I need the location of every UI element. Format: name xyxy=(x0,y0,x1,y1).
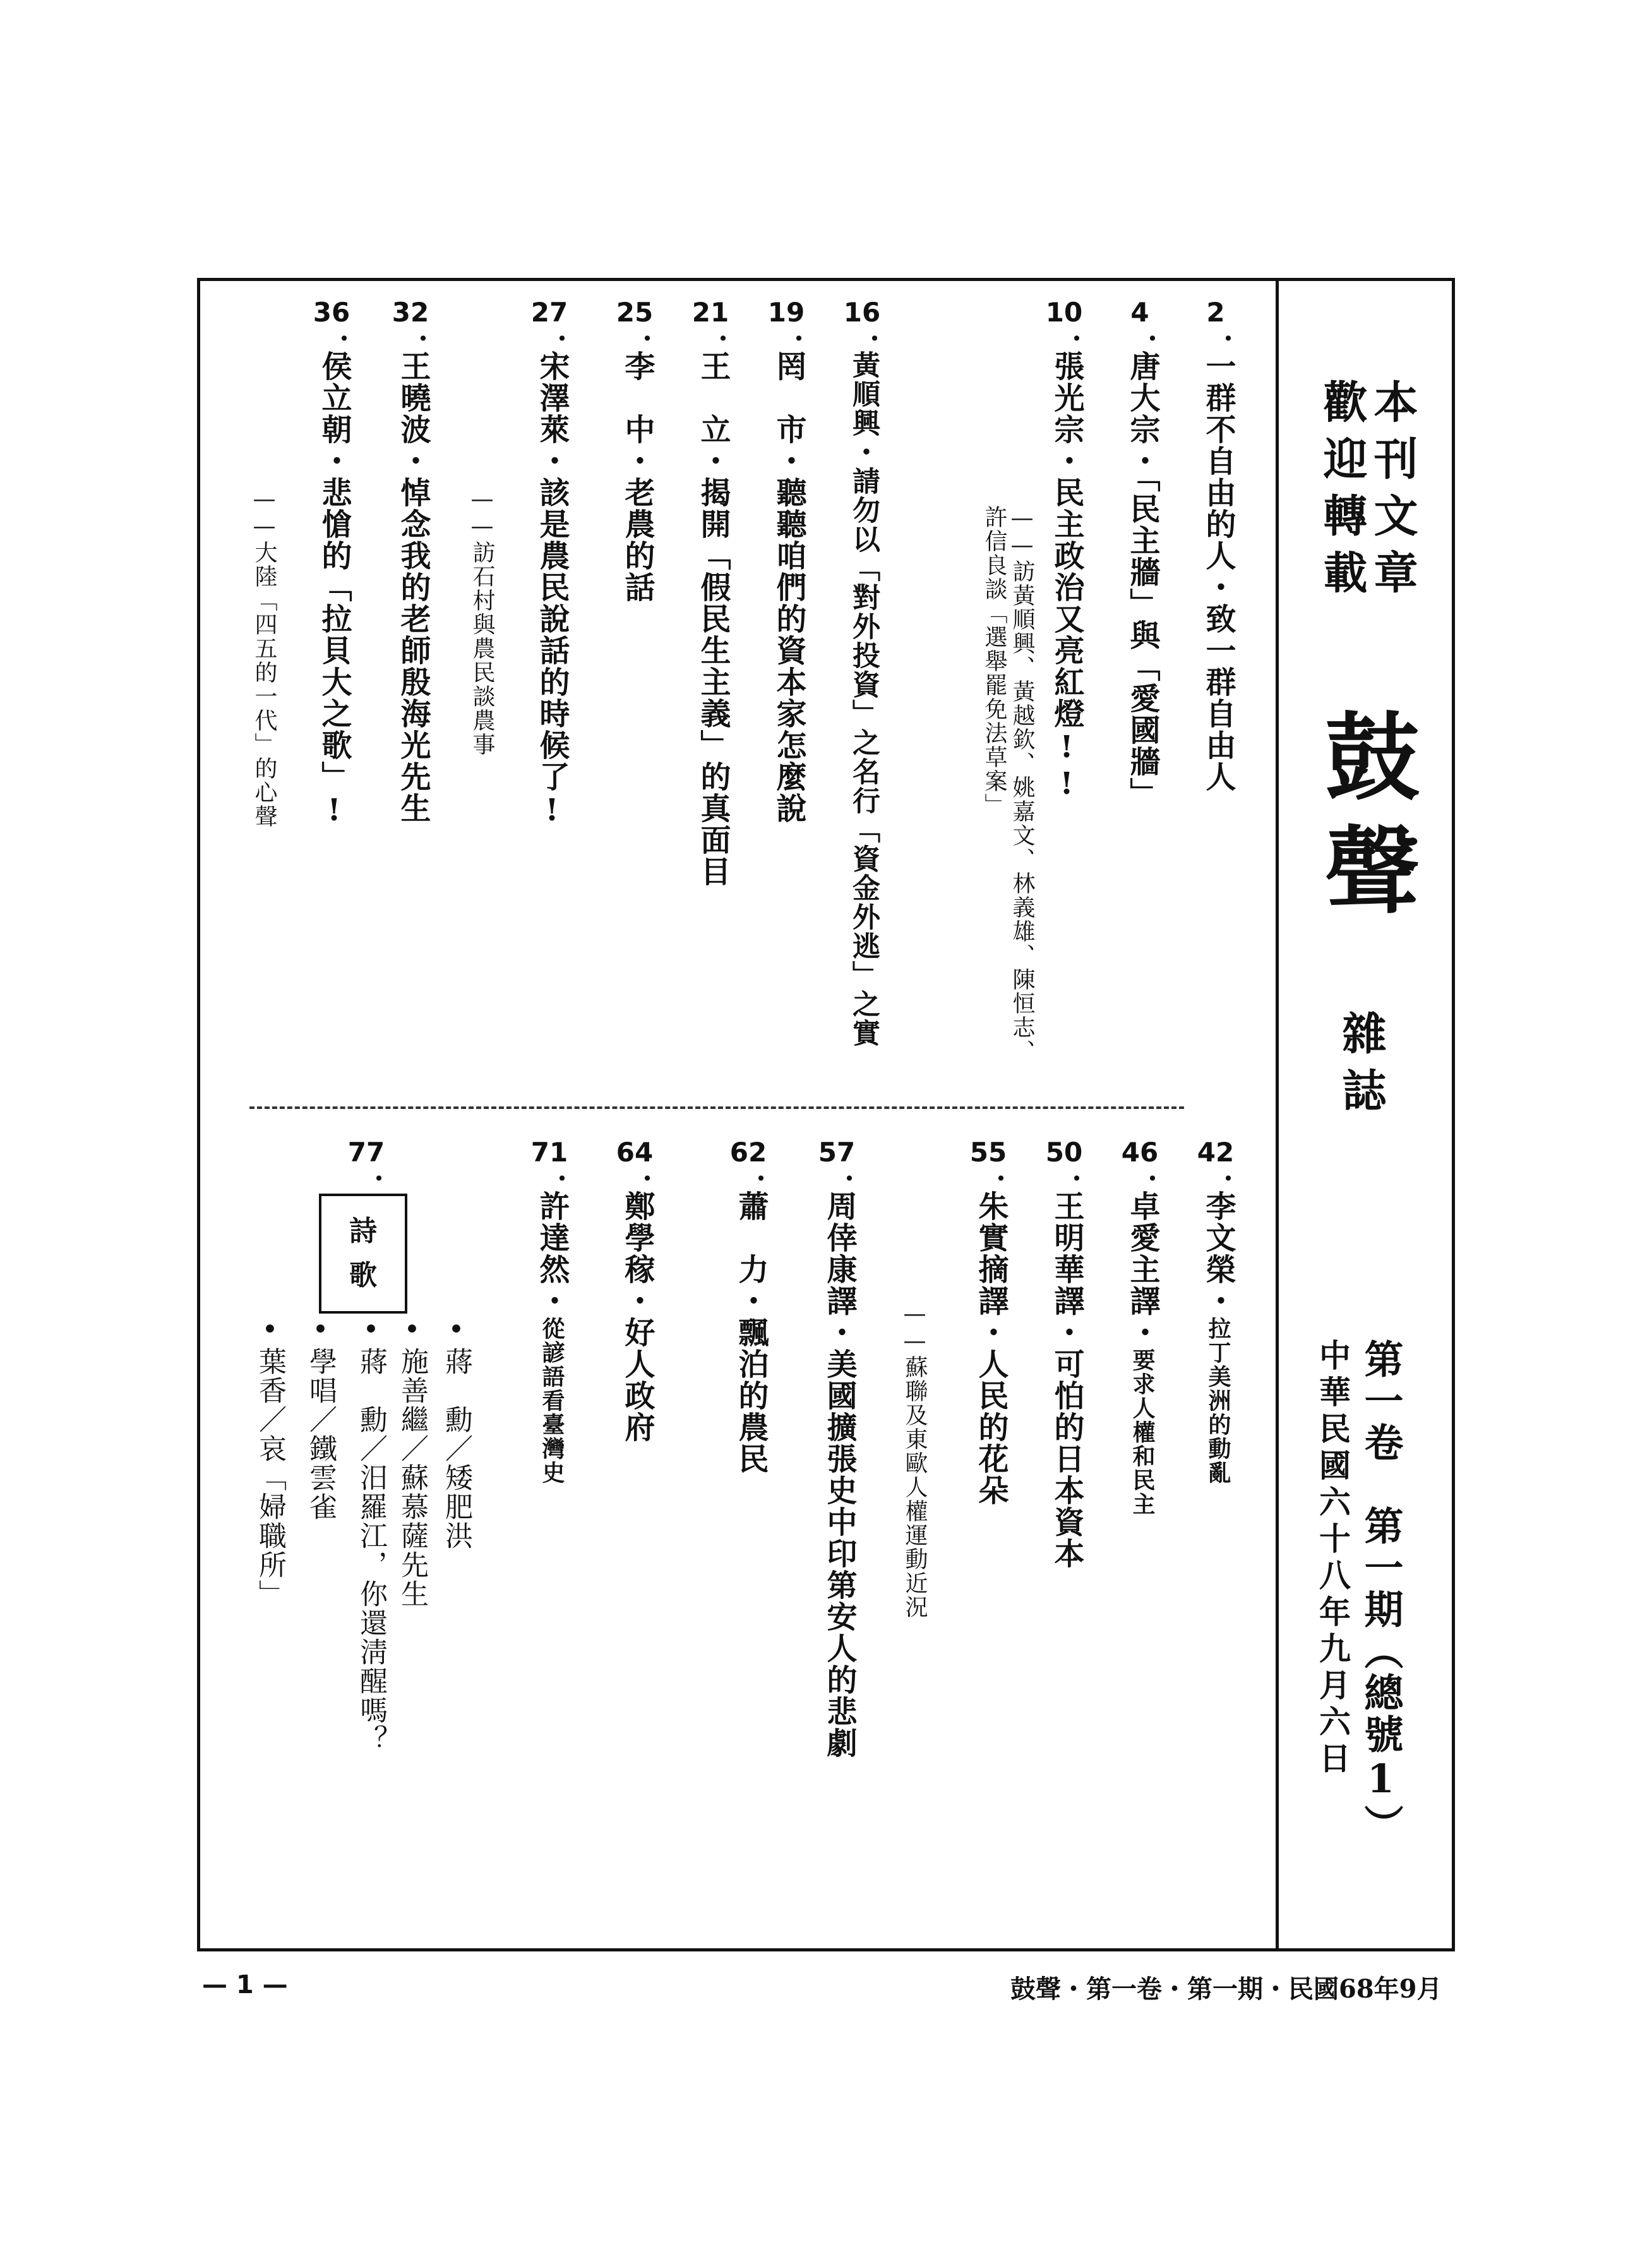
entry-note: ——訪石村與農民談農事 xyxy=(469,486,495,757)
entry-title: 該是農民說話的時候了! xyxy=(534,477,570,829)
poem-entry[interactable]: •葉香／哀「婦職所」 xyxy=(254,1314,286,1609)
entry-title: 致一群自由人 xyxy=(1200,603,1236,793)
toc-entry[interactable]: 4 • 唐大宗・「民主牆」與「愛國牆」 xyxy=(1127,297,1178,809)
entry-title: 「民主牆」與「愛國牆」 xyxy=(1125,477,1160,809)
entry-page: 10 xyxy=(1045,297,1083,328)
entry-author: 蕭 力 xyxy=(733,1190,769,1285)
entry-title: 揭開「假民生主義」的真面目 xyxy=(695,477,731,887)
toc-entry[interactable]: 27 • 宋澤萊・該是農民說話的時候了! xyxy=(537,297,587,829)
entry-author: 黃順興 xyxy=(847,351,880,438)
entry-title: 請勿以「對外投資」之名行「資金外逃」之實 xyxy=(847,467,880,1048)
entry-page: 46 xyxy=(1121,1137,1159,1168)
entry-title: 聽聽咱們的資本家怎麼說 xyxy=(771,477,806,824)
entry-page: 2 xyxy=(1206,297,1225,328)
entry-author: 王 立 xyxy=(695,351,731,445)
masthead-divider xyxy=(1276,278,1279,1951)
toc-entry[interactable]: 25 • 李 中・老農的話 xyxy=(622,297,673,603)
entry-author: 罔 市 xyxy=(771,351,806,445)
entry-author: 唐大宗 xyxy=(1125,351,1160,445)
entry-title: 悲愴的「拉貝大之歌」! xyxy=(316,477,352,829)
poetry-label-box xyxy=(319,1194,407,1314)
entry-note: ——訪黃順興、黃越欽、姚嘉文、林義雄、陳恒志、許信良談「選舉罷免法草案」 xyxy=(981,505,1035,1064)
entry-title: 可怕的日本資本 xyxy=(1049,1348,1084,1569)
entry-page: 71 xyxy=(530,1137,568,1168)
entry-author: 張光宗 xyxy=(1049,351,1084,445)
entry-page: 64 xyxy=(616,1137,654,1168)
toc-entry[interactable]: 19 • 罔 市・聽聽咱們的資本家怎麼說 xyxy=(774,297,824,824)
entry-page: 25 xyxy=(616,297,654,328)
masthead-welcome-1: 本刊文章 xyxy=(1367,379,1419,606)
entry-page: 50 xyxy=(1045,1137,1083,1168)
publication-footer: 鼓聲・第一卷・第一期・民國68年9月 xyxy=(1010,1974,1442,2004)
poem-entry[interactable]: •施善繼／蘇慕薩先生 xyxy=(396,1314,428,1609)
entry-note: ——大陸「四五的一代」的心聲 xyxy=(251,486,277,829)
poem-entry[interactable]: •學唱／鐵雲雀 xyxy=(304,1314,337,1521)
entry-author: 卓愛主譯 xyxy=(1125,1190,1160,1317)
toc-entry[interactable]: 71 • 許達然・從諺語看臺灣史 xyxy=(537,1137,587,1485)
toc-entry[interactable]: 21 • 王 立・揭開「假民生主義」的真面目 xyxy=(698,297,748,887)
entry-page: 4 xyxy=(1130,297,1149,328)
poem-entry[interactable]: •蔣 勳／矮肥洪 xyxy=(440,1314,472,1550)
entry-author: 一群不自由的人 xyxy=(1200,351,1236,572)
poetry-label-2: 歌 xyxy=(349,1259,377,1291)
entry-title: 美國擴張史中印第安人的悲劇 xyxy=(822,1348,857,1759)
entry-page: 32 xyxy=(392,297,429,328)
toc-entry[interactable]: 50 • 王明華譯・可怕的日本資本 xyxy=(1051,1137,1102,1569)
toc-entry[interactable]: 62 • 蕭 力・飄泊的農民 xyxy=(736,1137,786,1475)
masthead-welcome-2: 歡迎轉載 xyxy=(1316,379,1368,606)
entry-title: 好人政府 xyxy=(620,1317,655,1443)
entry-page: 19 xyxy=(767,297,805,328)
toc-entry[interactable]: 64 • 鄭學稼・好人政府 xyxy=(622,1137,673,1443)
entry-page: 77 xyxy=(347,1137,385,1168)
entry-author: 周倖康譯 xyxy=(822,1190,857,1317)
toc-entry[interactable]: 16 • 黃順興・請勿以「對外投資」之名行「資金外逃」之實 xyxy=(849,297,900,1048)
entry-page: 36 xyxy=(313,297,350,328)
entry-author: 宋澤萊 xyxy=(534,351,570,445)
section-divider xyxy=(249,1106,1184,1109)
magazine-subtitle: 雜誌 xyxy=(1335,1010,1387,1124)
entry-author: 許達然 xyxy=(534,1190,570,1285)
poetry-label-1: 詩 xyxy=(349,1215,377,1247)
poem-entry[interactable]: •蔣 勳／汨羅江，你還淸醒嗎？ xyxy=(355,1314,387,1754)
toc-entry[interactable]: 36 • 侯立朝・悲愴的「拉貝大之歌」! xyxy=(319,297,369,829)
entry-title: 拉丁美洲的動亂 xyxy=(1205,1317,1231,1485)
entry-author: 侯立朝 xyxy=(316,351,352,445)
entry-title: 民主政治又亮紅燈!! xyxy=(1049,477,1084,803)
entry-page: 27 xyxy=(530,297,568,328)
entry-author: 王曉波 xyxy=(395,351,431,445)
toc-entry[interactable]: 42 • 李文榮・拉丁美洲的動亂 xyxy=(1203,1137,1254,1485)
entry-page: 62 xyxy=(729,1137,767,1168)
page-number: — 1 — xyxy=(202,1970,288,1999)
entry-page: 21 xyxy=(691,297,729,328)
entry-note: ——蘇聯及東歐人權運動近況 xyxy=(902,1301,928,1619)
entry-page: 55 xyxy=(969,1137,1007,1168)
entry-author: 王明華譯 xyxy=(1049,1190,1084,1317)
toc-entry[interactable]: 10 • 張光宗・民主政治又亮紅燈!! xyxy=(1051,297,1102,803)
entry-title: 要求人權和民主 xyxy=(1129,1348,1156,1516)
entry-title: 悼念我的老師殷海光先生 xyxy=(395,477,431,824)
entry-page: 42 xyxy=(1197,1137,1235,1168)
poetry-page[interactable]: 77 • xyxy=(354,1137,404,1190)
entry-title: 人民的花朵 xyxy=(973,1348,1009,1506)
entry-author: 朱實摘譯 xyxy=(973,1190,1009,1317)
entry-title: 飄泊的農民 xyxy=(733,1317,769,1475)
entry-title: 老農的話 xyxy=(620,477,655,603)
entry-author: 李文榮 xyxy=(1200,1190,1236,1285)
issue-label: 第一卷 第一期（總號1） xyxy=(1358,1339,1404,1846)
entry-author: 李 中 xyxy=(620,351,655,445)
toc-entry[interactable]: 2 • 一群不自由的人・致一群自由人 xyxy=(1203,297,1254,793)
issue-date: 中華民國六十八年九月六日 xyxy=(1314,1339,1351,1778)
toc-entry[interactable]: 57 • 周倖康譯・美國擴張史中印第安人的悲劇 xyxy=(824,1137,875,1759)
toc-entry[interactable]: 32 • 王曉波・悼念我的老師殷海光先生 xyxy=(398,297,448,824)
magazine-title: 鼓聲 xyxy=(1308,707,1420,935)
entry-page: 16 xyxy=(843,297,881,328)
entry-author: 鄭學稼 xyxy=(620,1190,655,1285)
entry-page: 57 xyxy=(818,1137,856,1168)
toc-entry[interactable]: 46 • 卓愛主譯・要求人權和民主 xyxy=(1127,1137,1178,1516)
entry-title: 從諺語看臺灣史 xyxy=(539,1317,565,1485)
toc-entry[interactable]: 55 • 朱實摘譯・人民的花朵 xyxy=(976,1137,1026,1506)
